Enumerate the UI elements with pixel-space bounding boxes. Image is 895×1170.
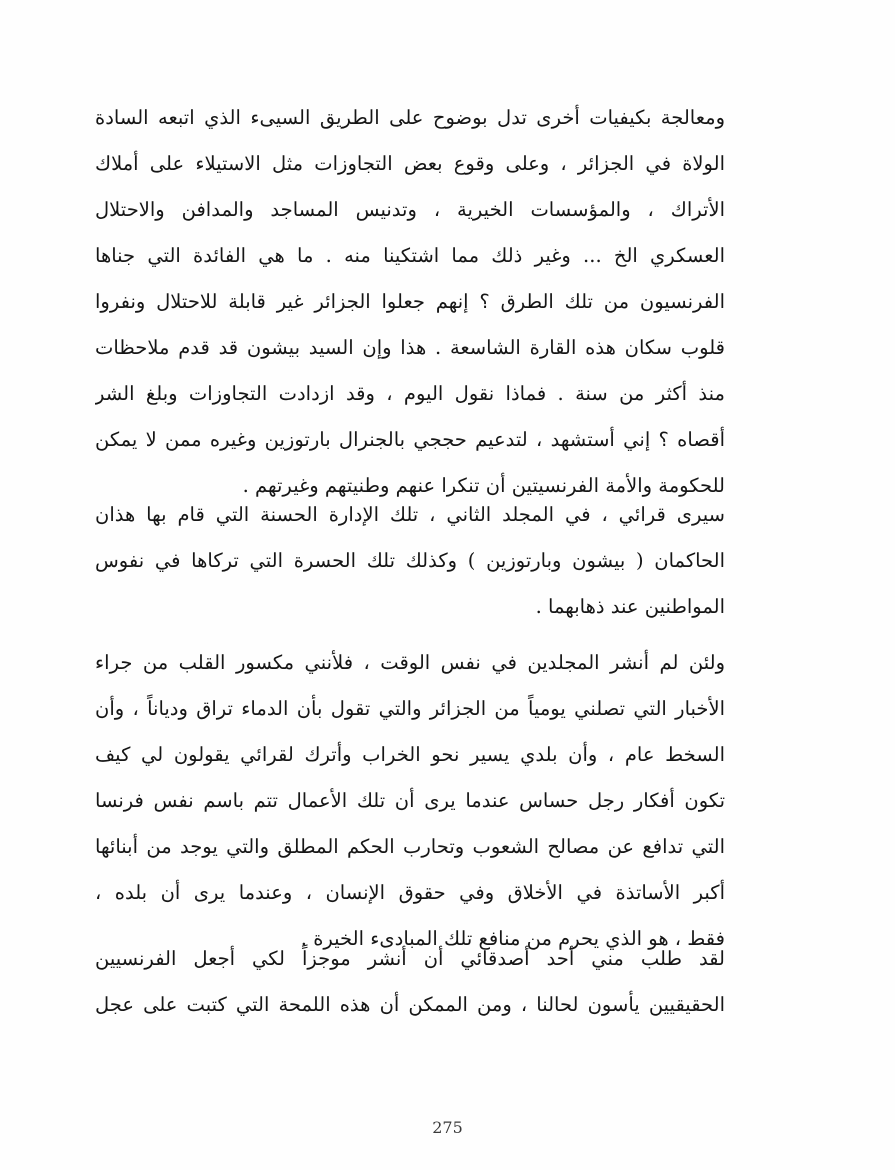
text-line: التي تدافع عن مصالح الشعوب وتحارب الحكم المطلق والتي يوجد من أبنائها	[95, 835, 725, 858]
paragraph-3	[95, 640, 725, 962]
paragraph-1	[95, 95, 725, 509]
paragraph-4	[95, 936, 725, 1028]
text-line: فقط ، هو الذي يحرم من منافع تلك المبادىء الخيرة .	[300, 927, 725, 950]
text-line: ومعالجة بكيفيات أخرى تدل بوضوح على الطريق السيىء الذي اتبعه السادة	[95, 106, 725, 129]
text-line: سيرى قرائي ، في المجلد الثاني ، تلك الإدارة الحسنة التي قام بها هذان	[95, 503, 725, 526]
text-line: ولئن لم أنشر المجلدين في نفس الوقت ، فلأنني مكسور القلب من جراء	[95, 651, 725, 674]
text-line: الفرنسيون من تلك الطرق ؟ إنهم جعلوا الجزائر غير قابلة للاحتلال ونفروا	[95, 290, 725, 313]
text-line: المواطنين عند ذهابهما .	[535, 595, 725, 618]
text-line: منذ أكثر من سنة . فماذا نقول اليوم ، وقد ازدادت التجاوزات وبلغ الشر	[95, 382, 725, 405]
text-line: الحقيقيين يأسون لحالنا ، ومن الممكن أن هذه اللمحة التي كتبت على عجل	[95, 993, 725, 1016]
text-line: لقد طلب مني أحد أصدقائي أن أنشر موجزاً لكي أجعل الفرنسيين	[95, 947, 725, 970]
text-line: الأخبار التي تصلني يومياً من الجزائر والتي تقول بأن الدماء تراق ودياناً ، وأن	[95, 697, 725, 720]
text-line: الحاكمان ( بيشون وبارتوزين ) وكذلك تلك الحسرة التي تركاها في نفوس	[95, 549, 725, 572]
text-line: أقصاه ؟ إني أستشهد ، لتدعيم حججي بالجنرال بارتوزين وغيره ممن لا يمكن	[95, 428, 725, 451]
text-line: العسكري الخ ... وغير ذلك مما اشتكينا منه . ما هي الفائدة التي جناها	[95, 244, 725, 267]
page-number: 275	[432, 1118, 463, 1137]
text-line: قلوب سكان هذه القارة الشاسعة . هذا وإن السيد بيشون قد قدم ملاحظات	[95, 336, 725, 359]
text-line: للحكومة والأمة الفرنسيتين أن تنكرا عنهم وطنيتهم وغيرتهم .	[242, 474, 725, 497]
text-line: أكبر الأساتذة في الأخلاق وفي حقوق الإنسان ، وعندما يرى أن بلده ،	[95, 881, 725, 904]
text-line: السخط عام ، وأن بلدي يسير نحو الخراب وأترك لقرائي يقولون لي كيف	[95, 743, 725, 766]
text-line: تكون أفكار رجل حساس عندما يرى أن تلك الأعمال تتم باسم نفس فرنسا	[95, 789, 725, 812]
paragraph-2	[95, 492, 725, 630]
text-line: الأتراك ، والمؤسسات الخيرية ، وتدنيس المساجد والمدافن والاحتلال	[95, 198, 725, 221]
text-line: الولاة في الجزائر ، وعلى وقوع بعض التجاوزات مثل الاستيلاء على أملاك	[95, 152, 725, 175]
